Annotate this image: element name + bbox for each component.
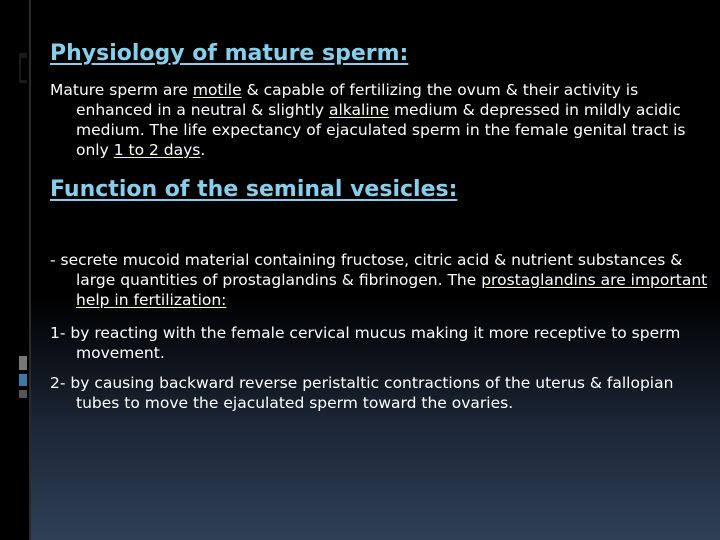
- text-segment: & capable of fertilizing the ovum & their activity is enhanced in a neutral & slightly: [76, 81, 639, 119]
- list-item-secrete: [50, 250, 708, 310]
- decor-block-gray-small: [19, 390, 27, 398]
- underlined-life-expectancy: 1 to 2 days: [113, 141, 201, 159]
- decor-block-gray: [19, 356, 27, 370]
- decor-block-black: [21, 58, 27, 80]
- text-segment: Mature sperm are: [50, 81, 193, 99]
- text-segment: .: [200, 141, 206, 159]
- underlined-alkaline: alkaline: [329, 101, 390, 119]
- list-item-1: 1- by reacting with the female cervical mucus making it more receptive to sperm movement.: [50, 324, 681, 362]
- underlined-prostaglandins: prostaglandins are important help in fertilization:: [76, 271, 708, 309]
- paragraph-physiology: [50, 80, 708, 160]
- strip-divider: [29, 0, 31, 540]
- heading-seminal-vesicles: Function of the seminal vesicles:: [50, 177, 458, 202]
- list-item-2: 2- by causing backward reverse peristaltic contractions of the uterus & fallopian tubes to move the ejaculated sperm toward the ovaries.: [50, 374, 674, 412]
- underlined-motile: motile: [192, 81, 242, 99]
- text-segment: medium & depressed in mildly acidic medium. The life expectancy of ejaculated sperm in the female genital tract is only: [76, 101, 686, 159]
- decor-block-blue: [19, 374, 27, 386]
- heading-physiology: Physiology of mature sperm:: [50, 41, 409, 66]
- text-segment: - secrete mucoid material containing fructose, citric acid & nutrient substances & large quantities of prostaglandins & fibrinogen. The: [50, 251, 683, 289]
